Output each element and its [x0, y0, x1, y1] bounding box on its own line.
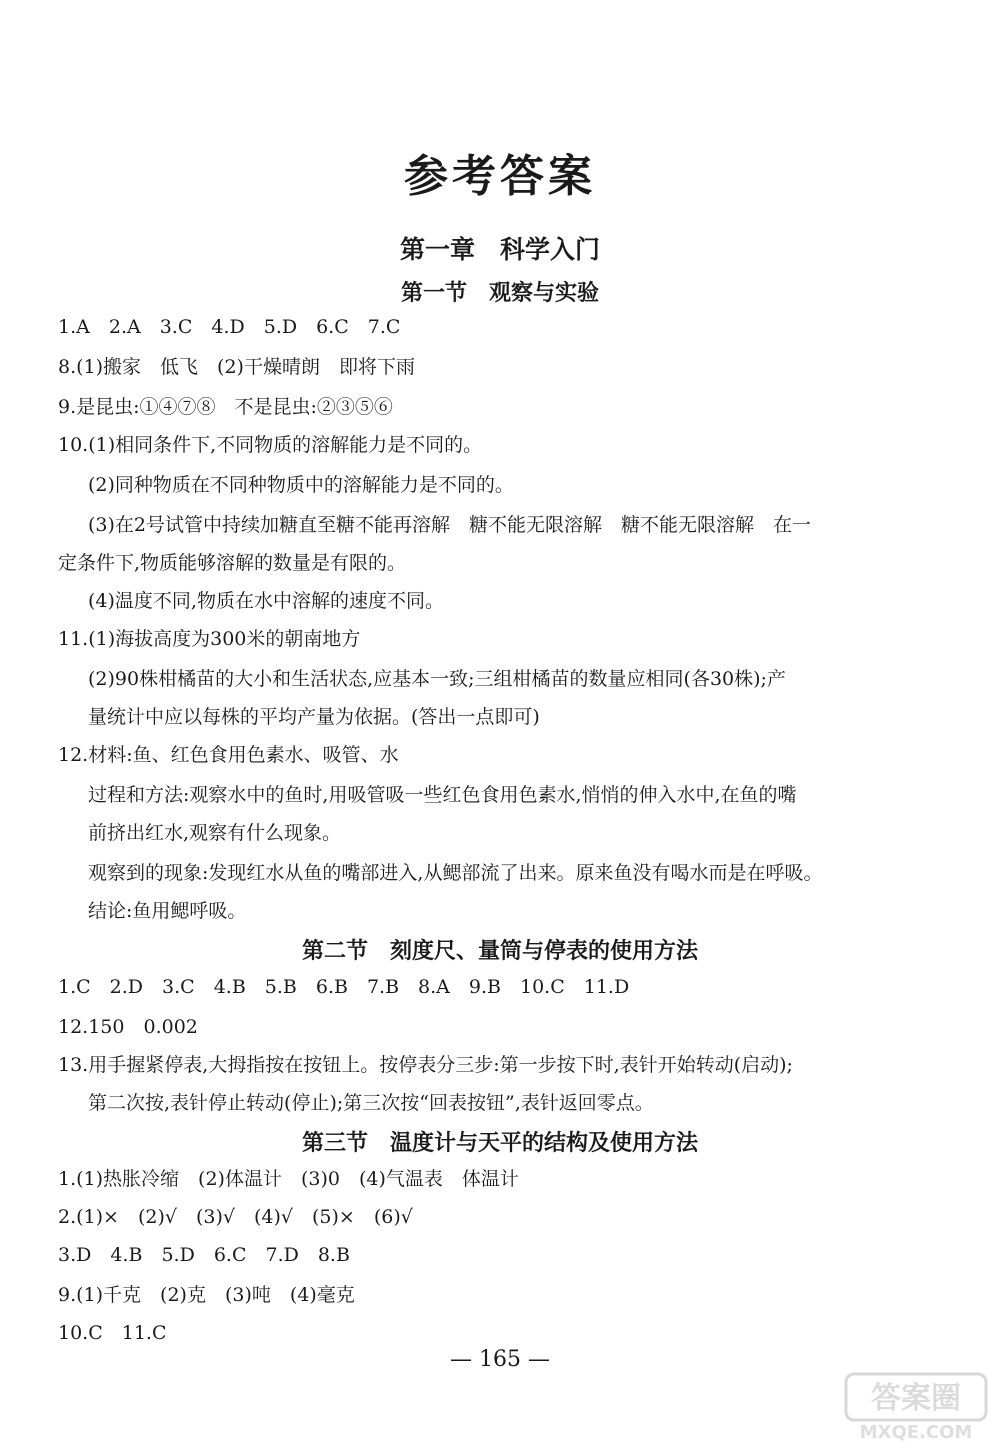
answer-line: 过程和方法:观察水中的鱼时,用吸管吸一些红色食用色素水,悄悄的伸入水中,在鱼的嘴 [88, 784, 797, 806]
answer-line: 10.C 11.C [58, 1322, 167, 1344]
svg-text:答案圈: 答案圈 [871, 1381, 961, 1416]
section-heading-2: 第二节 刻度尺、量筒与停表的使用方法 [301, 939, 698, 964]
answer-line: 1.(1)热胀冷缩 (2)体温计 (3)0 (4)气温表 体温计 [58, 1168, 519, 1190]
answer-line: 3.D 4.B 5.D 6.C 7.D 8.B [58, 1244, 350, 1266]
chapter-heading: 第一章 科学入门 [399, 235, 600, 264]
answer-line: 9.(1)千克 (2)克 (3)吨 (4)毫克 [58, 1284, 355, 1306]
answer-line: 量统计中应以每株的平均产量为依据。(答出一点即可) [88, 706, 540, 728]
answer-line: 12.150 0.002 [58, 1016, 198, 1038]
answer-line: 2.(1)× (2)√ (3)√ (4)√ (5)× (6)√ [58, 1206, 413, 1228]
answer-line: 1.A 2.A 3.C 4.D 5.D 6.C 7.C [58, 316, 401, 338]
section-heading-3: 第三节 温度计与天平的结构及使用方法 [301, 1131, 698, 1156]
svg-text:MXQE.COM: MXQE.COM [859, 1422, 973, 1442]
answer-line: 观察到的现象:发现红水从鱼的嘴部进入,从鳃部流了出来。原来鱼没有喝水而是在呼吸。 [88, 862, 823, 884]
answer-line: 定条件下,物质能够溶解的数量是有限的。 [58, 552, 407, 574]
answer-line: 8.(1)搬家 低飞 (2)干燥晴朗 即将下雨 [58, 356, 415, 378]
answer-line: (2)90株柑橘苗的大小和生活状态,应基本一致;三组柑橘苗的数量应相同(各30株);产 [88, 668, 786, 690]
answer-line: 13.用手握紧停表,大拇指按在按钮上。按停表分三步:第一步按下时,表针开始转动(启动); [58, 1054, 793, 1076]
answer-line: (2)同种物质在不同种物质中的溶解能力是不同的。 [88, 474, 514, 496]
watermark-logo [842, 1370, 992, 1442]
answer-line: 结论:鱼用鳃呼吸。 [88, 900, 247, 922]
page-number: — 165 — [450, 1347, 550, 1372]
answer-line: (4)温度不同,物质在水中溶解的速度不同。 [88, 590, 444, 612]
answer-line: 12.材料:鱼、红色食用色素水、吸管、水 [58, 744, 399, 766]
answer-line: 9.是昆虫:①④⑦⑧ 不是昆虫:②③⑤⑥ [58, 396, 393, 418]
page-title: 参考答案 [404, 151, 596, 202]
section-heading-1: 第一节 观察与实验 [400, 281, 599, 306]
answer-line: (3)在2号试管中持续加糖直至糖不能再溶解 糖不能无限溶解 糖不能无限溶解 在一 [88, 514, 812, 536]
answer-line: 10.(1)相同条件下,不同物质的溶解能力是不同的。 [58, 434, 483, 456]
answer-line: 1.C 2.D 3.C 4.B 5.B 6.B 7.B 8.A 9.B 10.C 11.D [58, 976, 630, 998]
answer-line: 前挤出红水,观察有什么现象。 [88, 822, 342, 844]
watermark-icon [842, 1370, 992, 1442]
answer-line: 11.(1)海拔高度为300米的朝南地方 [58, 628, 361, 650]
answer-line: 第二次按,表针停止转动(停止);第三次按“回表按钮”,表针返回零点。 [88, 1092, 654, 1114]
